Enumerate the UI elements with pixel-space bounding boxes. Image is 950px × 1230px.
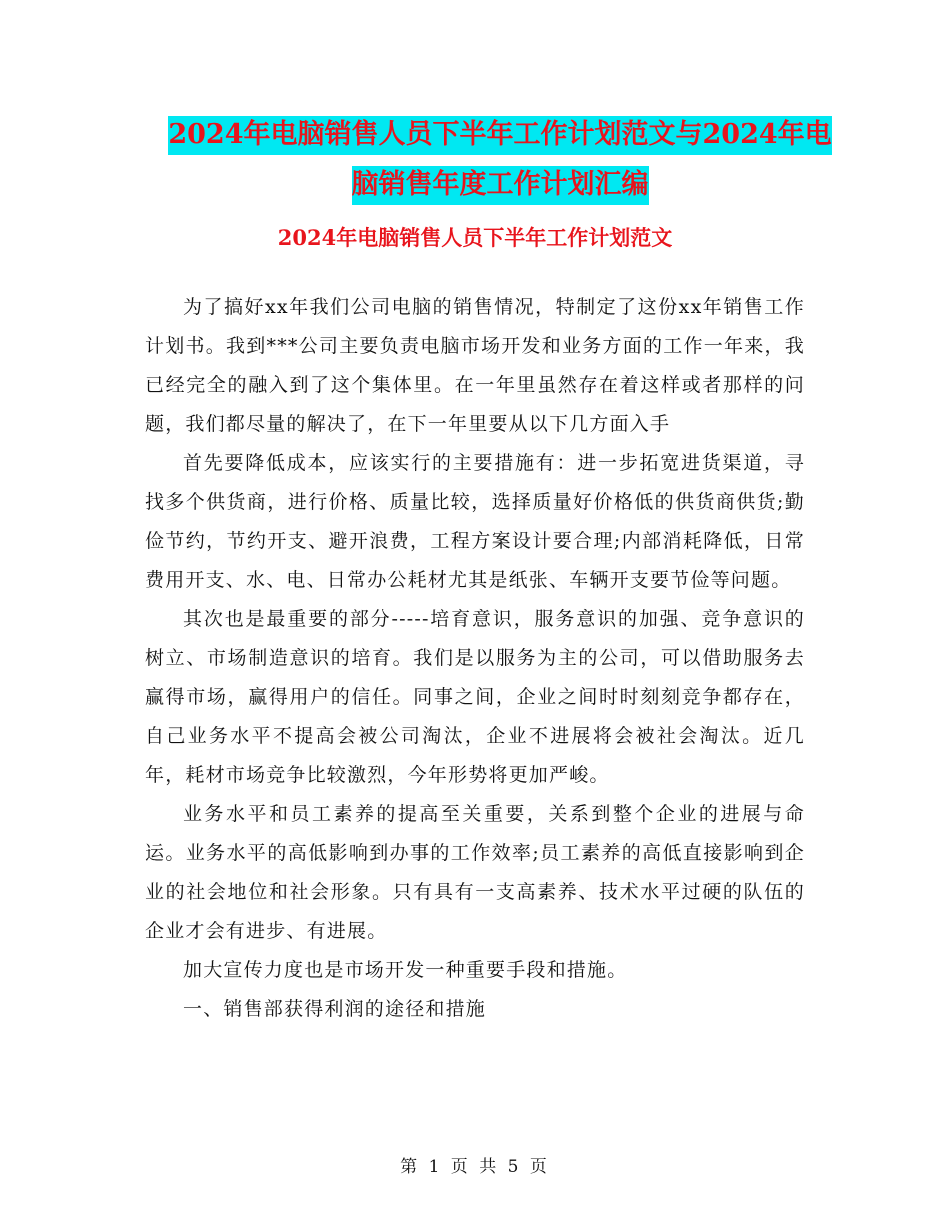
body-paragraph: 业务水平和员工素养的提高至关重要，关系到整个企业的进展与命运。业务水平的高低影响到办事的工作效率;员工素养的高低直接影响到企业的社会地位和社会形象。只有具有一支高素养、技术水平过硬的队伍的企业才会有进步、有进展。 [145, 803, 805, 942]
section-title: 2024年电脑销售人员下半年工作计划范文 [277, 225, 673, 250]
body-paragraph: 首先要降低成本，应该实行的主要措施有：进一步拓宽进货渠道，寻找多个供货商，进行价格、质量比较，选择质量好价格低的供货商供货;勤俭节约，节约开支、避开浪费，工程方案设计要合理;内部消耗降低，日常费用开支、水、电、日常办公耗材尤其是纸张、车辆开支要节俭等问题。 [145, 452, 805, 591]
document-title [120, 110, 880, 210]
body-paragraph: 加大宣传力度也是市场开发一种重要手段和措施。 [183, 959, 628, 981]
body-paragraph: 其次也是最重要的部分-----培育意识，服务意识的加强、竞争意识的树立、市场制造意识的培育。我们是以服务为主的公司，可以借助服务去赢得市场，赢得用户的信任。同事之间，企业之间时时刻刻竞争都存在，自己业务水平不提高会被公司淘汰，企业不进展将会被社会淘汰。近几年，耗材市场竞争比较激烈，今年形势将更加严峻。 [145, 608, 805, 786]
document-body [145, 288, 805, 1029]
body-paragraph: 为了搞好xx年我们公司电脑的销售情况，特制定了这份xx年销售工作计划书。我到***公司主要负责电脑市场开发和业务方面的工作一年来，我已经完全的融入到了这个集体里。在一年里虽然存在着这样或者那样的问题，我们都尽量的解决了，在下一年里要从以下几方面入手 [145, 296, 805, 435]
body-paragraph: 一、销售部获得利润的途径和措施 [183, 998, 487, 1020]
page-footer: 第 1 页 共 5 页 [400, 1157, 550, 1177]
document-title-line-2: 脑销售年度工作计划汇编 [352, 166, 649, 205]
document-title-line-1: 2024年电脑销售人员下半年工作计划范文与2024年电 [168, 116, 831, 155]
